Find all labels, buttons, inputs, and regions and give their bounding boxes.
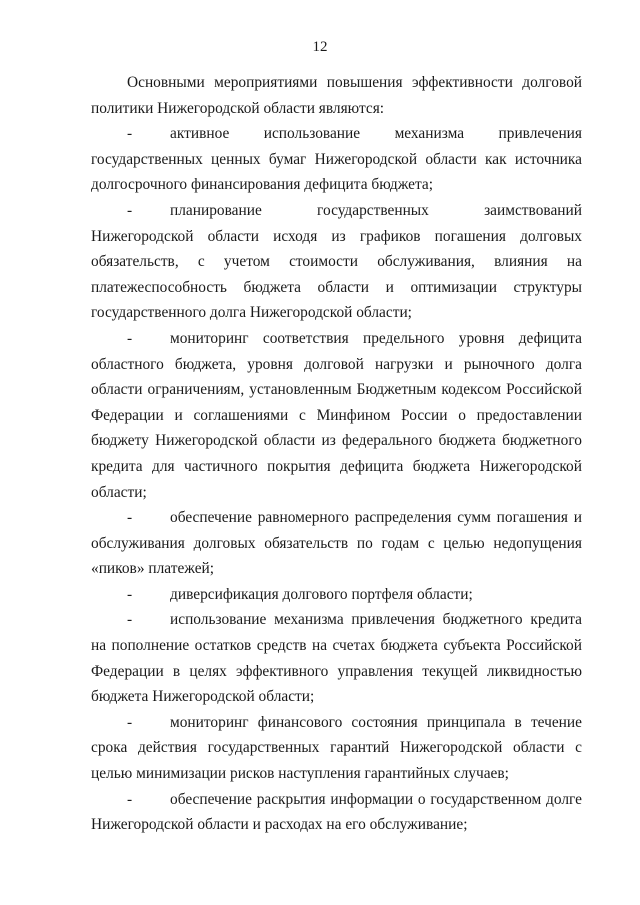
list-item	[91, 582, 582, 608]
list-item-text: обеспечение равномерного распределения сумм погашения и обслуживания долговых обязательств по годам с целью недопущения «пиков» платежей;	[91, 509, 582, 578]
list-item	[91, 787, 582, 838]
list-item-text: активное использование механизма привлечения государственных ценных бумаг Нижегородской области как источника долгосрочного финансирования дефицита бюджета;	[91, 125, 582, 194]
list-item-text: мониторинг соответствия предельного уровня дефицита областного бюджета, уровня долговой нагрузки и рыночного долга области ограничениям, установленным Бюджетным кодексом Российской Федерации и соглашениями с Минфином России о предоставлении бюджету Нижегородской области из федерального бюджета бюджетного кредита для частичного покрытия дефицита бюджета Нижегородской области;	[91, 329, 582, 501]
bullet-dash: -	[127, 201, 133, 219]
list-item-text: мониторинг финансового состояния принципала в течение срока действия государственных гарантий Нижегородской области с целью минимизации рисков наступления гарантийных случаев;	[91, 713, 582, 783]
bullet-dash: -	[127, 509, 133, 527]
list-item	[91, 710, 582, 787]
bullet-dash: -	[127, 790, 133, 808]
list-item-text: планирование государственных заимствований Нижегородской области исходя из графиков погашения долговых обязательств, с учетом стоимости обслуживания, влияния на платежеспособность бюджета области и оптимизации структуры государственного долга Нижегородской области;	[91, 201, 582, 322]
list-item-text: обеспечение раскрытия информации о государственном долге Нижегородской области и расходах на его обслуживание;	[91, 790, 582, 834]
list-item	[91, 326, 582, 505]
list-item	[91, 198, 582, 326]
list-item-text: диверсификация долгового портфеля области;	[170, 585, 473, 603]
page-number: 12	[312, 39, 328, 55]
list-item	[91, 607, 582, 709]
document-body	[91, 70, 582, 838]
list-item	[91, 505, 582, 582]
intro-paragraph: Основными мероприятиями повышения эффективности долговой политики Нижегородской области являются:	[91, 74, 582, 117]
bullet-dash: -	[127, 585, 133, 603]
bullet-dash: -	[127, 611, 133, 629]
list-item	[91, 121, 582, 198]
list-item-text: использование механизма привлечения бюджетного кредита на пополнение остатков средств на счетах бюджета субъекта Российской Федерации в целях эффективного управления текущей ликвидностью бюджета Нижегородской области;	[91, 611, 582, 706]
bullet-dash: -	[127, 329, 133, 347]
bullet-dash: -	[127, 125, 133, 143]
bullet-dash: -	[127, 713, 133, 731]
